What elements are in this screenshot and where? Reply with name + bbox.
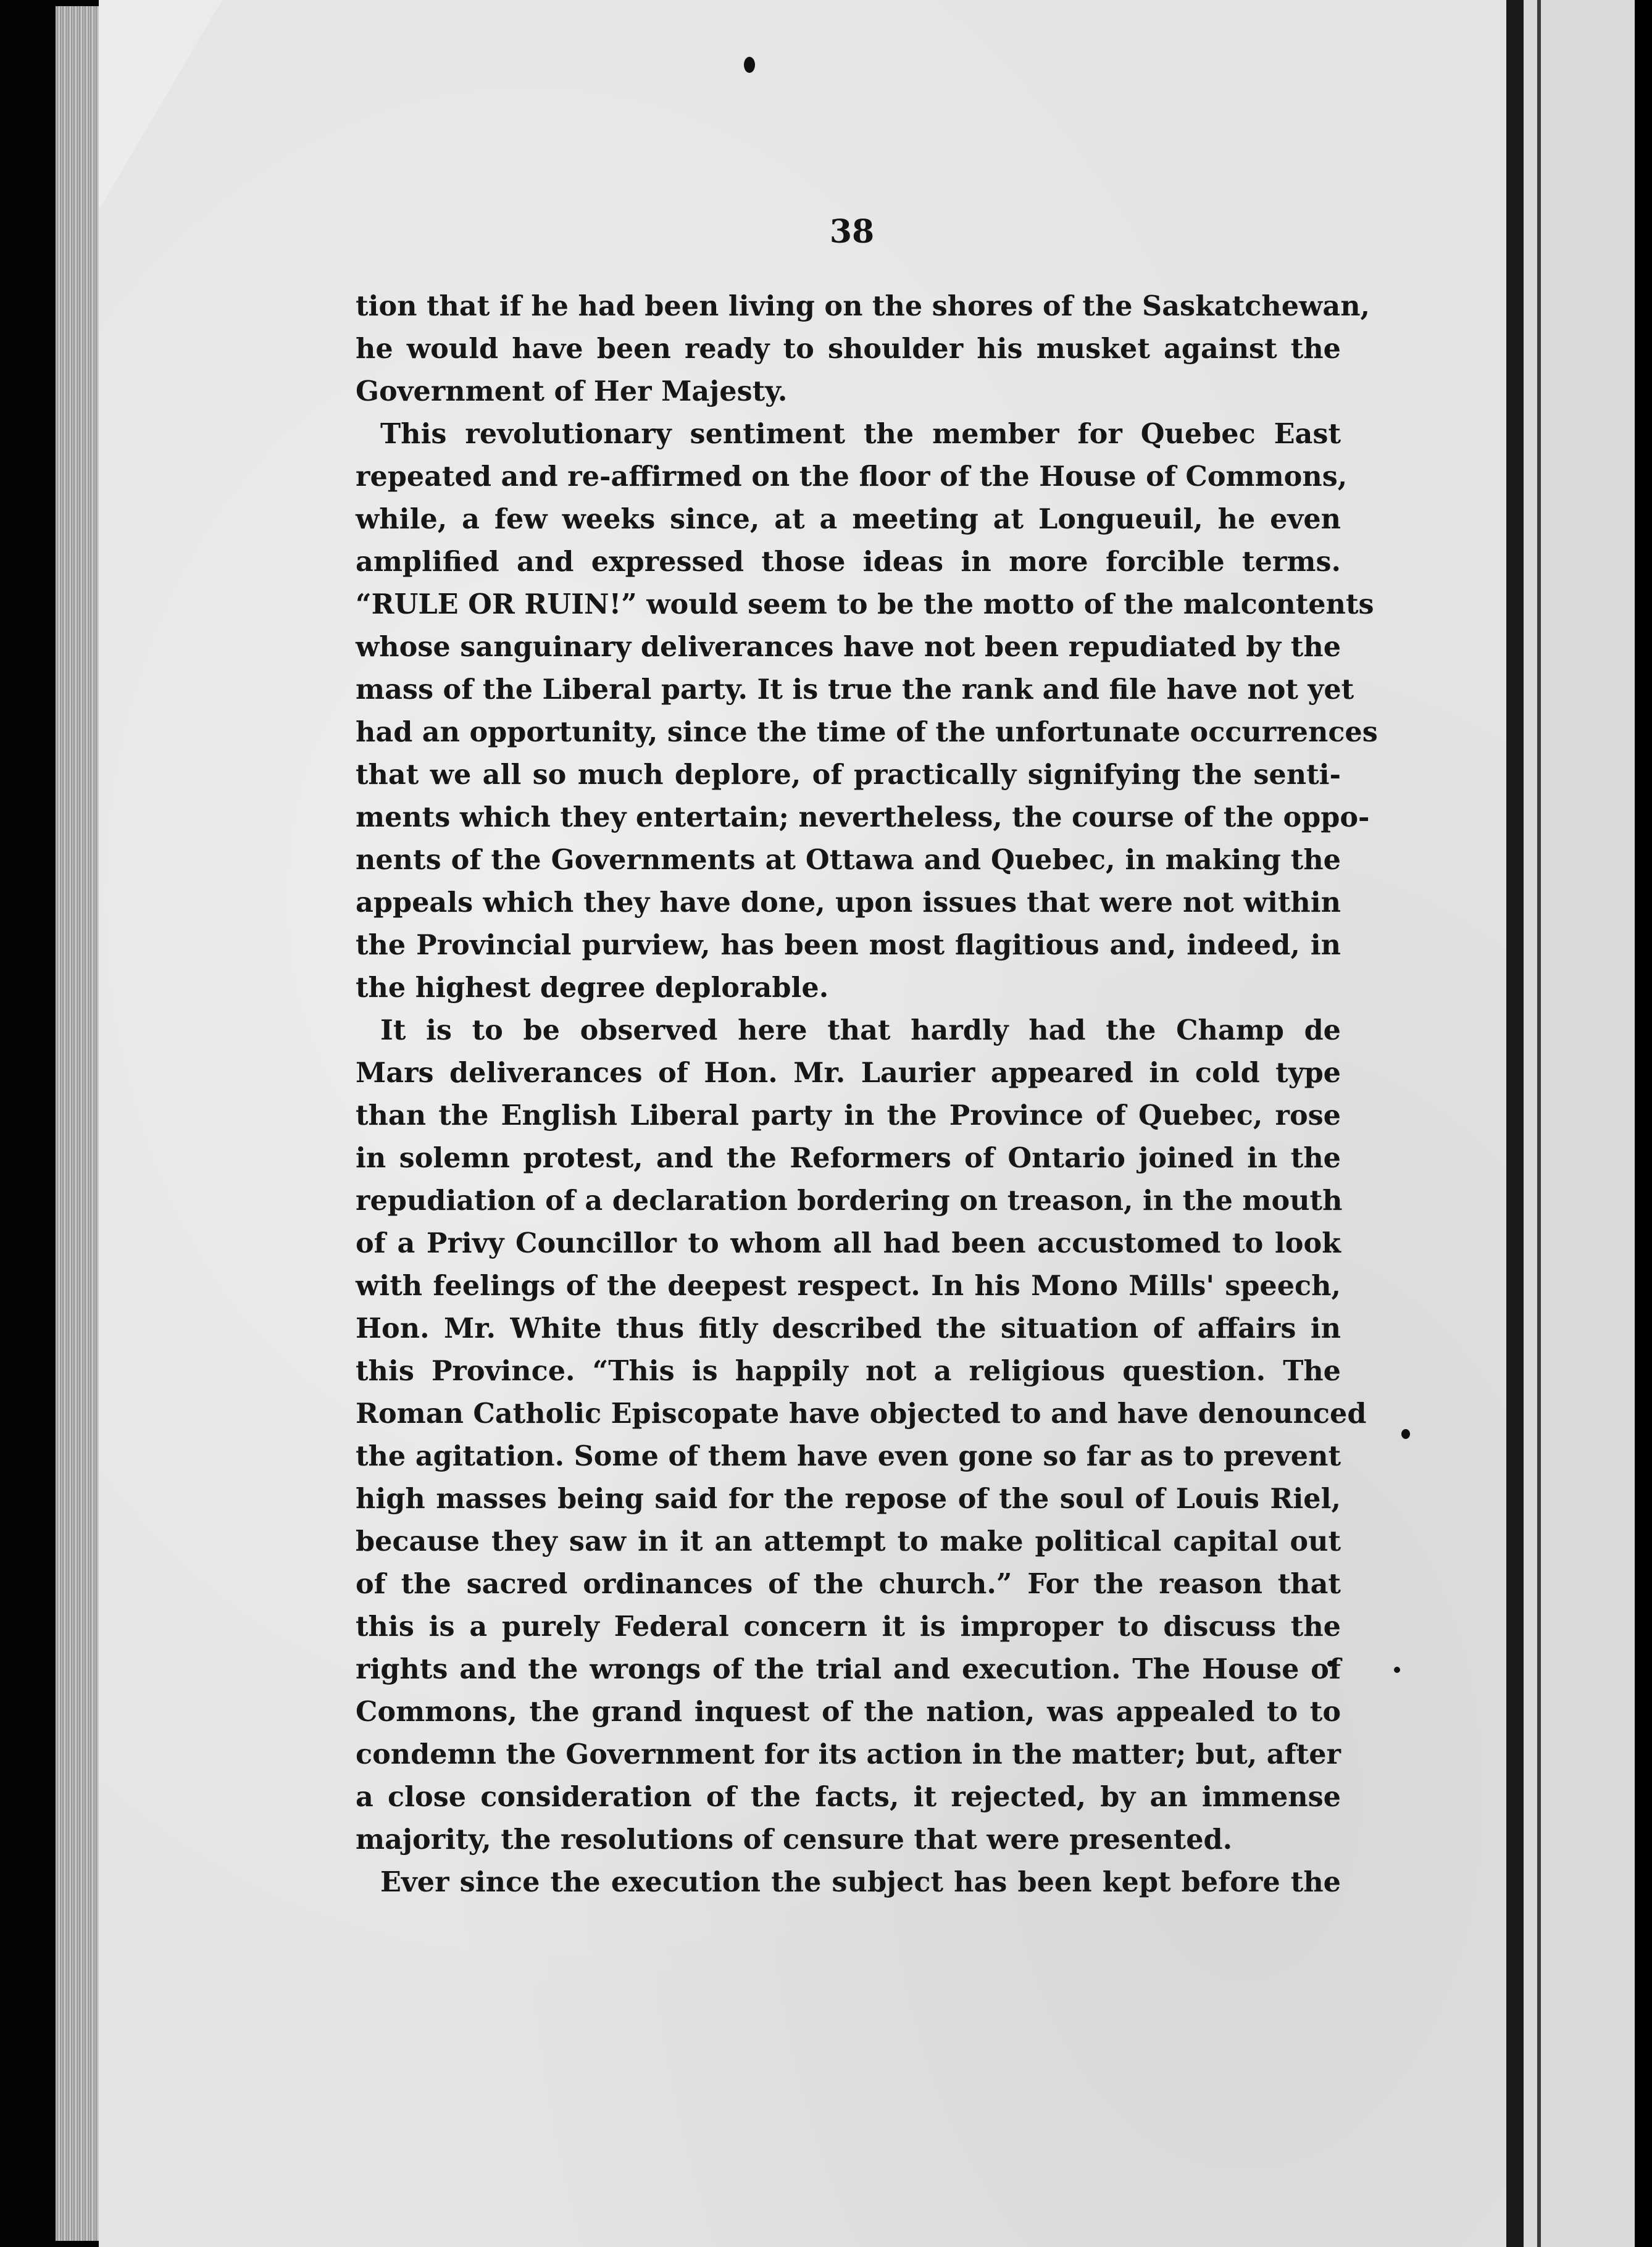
page-number: 38 bbox=[829, 213, 875, 251]
ink-speck bbox=[1401, 1429, 1410, 1439]
scan-border bbox=[1635, 0, 1652, 2247]
text-line: majority, the resolutions of censure that were presented. bbox=[356, 1824, 1233, 1856]
text-line: in solemn protest, and the Reformers of Ontario joined in the bbox=[356, 1142, 1341, 1174]
text-line: Hon. Mr. White thus fitly described the situation of affairs in bbox=[356, 1312, 1341, 1344]
text-line: the agitation. Some of them have even gone so far as to prevent bbox=[356, 1440, 1341, 1472]
folded-corner bbox=[99, 0, 222, 210]
text-line: condemn the Government for its action in the matter; but, after bbox=[356, 1738, 1341, 1770]
ink-speck bbox=[744, 57, 755, 73]
text-line: had an opportunity, since the time of the unfortunate occurrences bbox=[356, 716, 1378, 748]
text-line: this Province. “This is happily not a religious question. The bbox=[356, 1355, 1341, 1387]
text-line: nents of the Governments at Ottawa and Quebec, in making the bbox=[356, 844, 1341, 876]
text-line: Mars deliverances of Hon. Mr. Laurier appeared in cold type bbox=[356, 1057, 1341, 1089]
text-line: appeals which they have done, upon issues that were not within bbox=[356, 886, 1341, 919]
text-line: whose sanguinary deliverances have not been repudiated by the bbox=[356, 631, 1341, 663]
text-line: “RULE OR RUIN!” would seem to be the motto of the malcontents bbox=[356, 588, 1374, 620]
text-line: repeated and re-affirmed on the floor of the House of Commons, bbox=[356, 461, 1348, 493]
text-line: he would have been ready to shoulder his musket against the bbox=[356, 333, 1341, 365]
text-line: rights and the wrongs of the trial and execution. The House of bbox=[356, 1653, 1341, 1685]
text-line: the highest degree deplorable. bbox=[356, 972, 829, 1004]
text-line: ments which they entertain; nevertheless, the course of the oppo- bbox=[356, 801, 1370, 833]
book-gutter bbox=[1506, 0, 1524, 2247]
text-line: mass of the Liberal party. It is true the rank and file have not yet bbox=[356, 673, 1354, 706]
text-line: amplified and expressed those ideas in more forcible terms. bbox=[356, 546, 1341, 578]
body-text bbox=[356, 285, 1378, 1904]
text-line: Roman Catholic Episcopate have objected to and have denounced bbox=[356, 1398, 1367, 1430]
text-line: high masses being said for the repose of the soul of Louis Riel, bbox=[356, 1483, 1341, 1515]
text-line: Government of Her Majesty. bbox=[356, 375, 788, 407]
text-line: than the English Liberal party in the Province of Quebec, rose bbox=[356, 1099, 1341, 1132]
text-line: the Provincial purview, has been most flagitious and, indeed, in bbox=[356, 929, 1341, 961]
text-line: This revolutionary sentiment the member for Quebec East bbox=[380, 418, 1341, 450]
adjacent-page-edge bbox=[1537, 0, 1541, 2247]
text-line: of the sacred ordinances of the church.” For the reason that bbox=[356, 1568, 1341, 1600]
text-line: Commons, the grand inquest of the nation, was appealed to to bbox=[356, 1696, 1341, 1728]
text-line: Ever since the execution the subject has been kept before the bbox=[380, 1866, 1341, 1898]
text-line: It is to be observed here that hardly had the Champ de bbox=[380, 1014, 1341, 1046]
text-line: of a Privy Councillor to whom all had been accustomed to look bbox=[356, 1227, 1341, 1259]
text-line: that we all so much deplore, of practically signifying the senti- bbox=[356, 759, 1341, 791]
text-line: tion that if he had been living on the shores of the Saskatchewan, bbox=[356, 290, 1370, 322]
page-edge-stack bbox=[56, 6, 105, 2241]
ink-speck bbox=[1394, 1667, 1400, 1673]
text-line: this is a purely Federal concern it is improper to discuss the bbox=[356, 1611, 1341, 1643]
text-line: while, a few weeks since, at a meeting at Longueuil, he even bbox=[356, 503, 1341, 535]
text-line: a close consideration of the facts, it rejected, by an immense bbox=[356, 1781, 1341, 1813]
text-line: repudiation of a declaration bordering on treason, in the mouth bbox=[356, 1185, 1343, 1217]
text-line: with feelings of the deepest respect. In his Mono Mills' speech, bbox=[356, 1270, 1341, 1302]
text-line: because they saw in it an attempt to make political capital out bbox=[356, 1525, 1341, 1557]
